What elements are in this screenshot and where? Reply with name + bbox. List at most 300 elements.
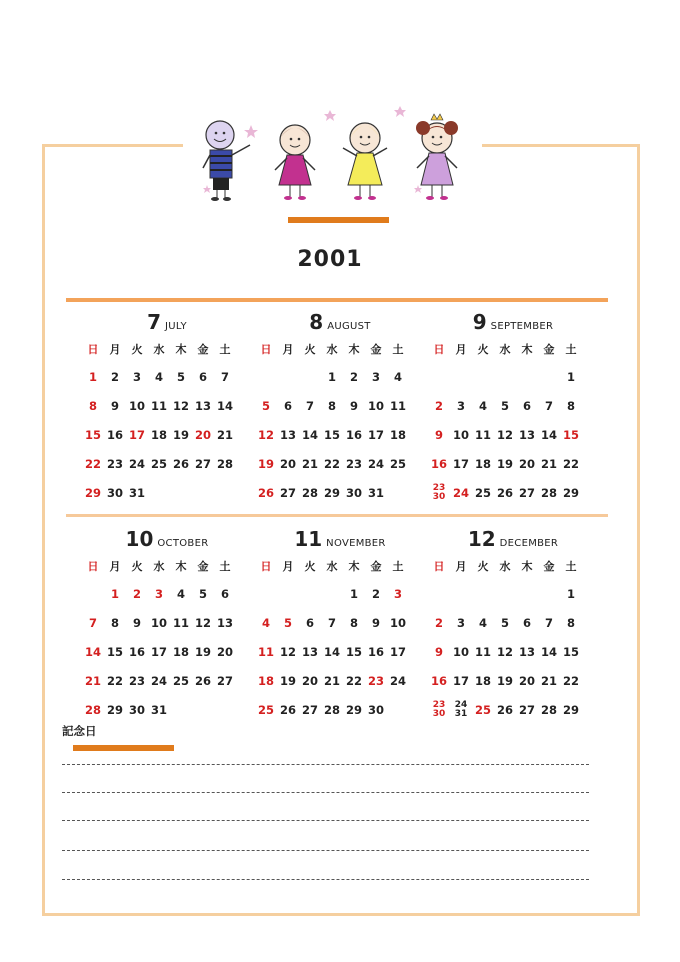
day-cell: 28	[216, 456, 233, 471]
month-7	[82, 310, 252, 507]
weekday-label: 金	[197, 560, 209, 573]
day-cell: 29	[345, 702, 362, 717]
month-header	[255, 310, 425, 336]
day-grid	[428, 553, 598, 724]
empty-cell	[472, 362, 494, 391]
day-cell: 27	[216, 673, 233, 688]
empty-cell	[321, 579, 343, 608]
day-cell: 29	[562, 702, 579, 717]
weekday-label: 火	[304, 343, 316, 356]
day-cell: 17	[128, 427, 145, 442]
weekday-label: 金	[543, 343, 555, 356]
day-cell: 26	[257, 485, 274, 500]
day-cell: 11	[150, 398, 167, 413]
day-cell: 13	[301, 644, 318, 659]
day-cell: 11	[257, 644, 274, 659]
day-cell: 5	[500, 615, 509, 630]
day-cell: 5	[283, 615, 292, 630]
day-cell: 15	[106, 644, 123, 659]
day-cell: 2	[434, 398, 443, 413]
frame-top-left	[42, 144, 183, 147]
day-cell: 10	[367, 398, 384, 413]
girl-pink-figure	[275, 125, 315, 200]
day-grid	[82, 553, 252, 724]
day-cell: 22	[106, 673, 123, 688]
empty-cell	[277, 579, 299, 608]
day-cell: 28	[323, 702, 340, 717]
day-cell: 23	[367, 673, 384, 688]
day-cell: 14	[301, 427, 318, 442]
day-cell: 1	[349, 586, 358, 601]
memo-accent-bar	[73, 745, 174, 751]
day-cell: 31	[150, 702, 167, 717]
day-cell: 7	[305, 398, 314, 413]
weekday-label: 月	[455, 560, 467, 573]
memo-line[interactable]	[62, 879, 589, 880]
weekday-label: 木	[175, 343, 187, 356]
day-cell: 16	[106, 427, 123, 442]
day-cell: 17	[389, 644, 406, 659]
day-cell: 28	[301, 485, 318, 500]
day-cell: 21	[84, 673, 101, 688]
weekday-label: 日	[433, 343, 445, 356]
day-cell: 7	[220, 369, 229, 384]
day-cell: 13	[194, 398, 211, 413]
day-cell: 31	[367, 485, 384, 500]
day-cell: 18	[172, 644, 189, 659]
day-cell: 24	[452, 485, 469, 500]
day-cell: 9	[110, 398, 119, 413]
day-cell: 4	[154, 369, 163, 384]
day-cell: 23 30	[432, 699, 446, 719]
day-cell: 24 31	[454, 699, 468, 719]
empty-cell	[494, 579, 516, 608]
day-cell: 9	[132, 615, 141, 630]
day-cell: 21	[216, 427, 233, 442]
day-cell: 3	[154, 586, 163, 601]
day-cell: 20	[279, 456, 296, 471]
day-cell: 30	[367, 702, 384, 717]
day-cell: 22	[562, 673, 579, 688]
day-cell: 4	[393, 369, 402, 384]
empty-cell	[387, 695, 409, 724]
weekday-label: 木	[521, 343, 533, 356]
weekday-label: 火	[131, 560, 143, 573]
month-11	[255, 527, 425, 724]
day-cell: 9	[434, 644, 443, 659]
weekday-label: 土	[392, 343, 404, 356]
day-grid	[428, 336, 598, 507]
day-grid	[255, 336, 425, 507]
weekday-label: 月	[282, 343, 294, 356]
day-cell: 29	[323, 485, 340, 500]
month-number: 9	[472, 310, 487, 334]
empty-cell	[450, 362, 472, 391]
day-cell: 3	[456, 615, 465, 630]
day-cell: 30	[128, 702, 145, 717]
month-header	[82, 527, 252, 553]
month-number: 10	[125, 527, 154, 551]
month-header	[82, 310, 252, 336]
month-8	[255, 310, 425, 507]
empty-cell	[387, 478, 409, 507]
empty-cell	[472, 579, 494, 608]
weekday-label: 金	[543, 560, 555, 573]
day-cell: 6	[522, 398, 531, 413]
weekday-label: 土	[565, 343, 577, 356]
girl-yellow-figure	[343, 123, 387, 200]
weekday-label: 火	[477, 343, 489, 356]
day-cell: 1	[88, 369, 97, 384]
weekday-label: 金	[370, 343, 382, 356]
day-cell: 19	[496, 456, 513, 471]
day-cell: 27	[518, 702, 535, 717]
day-cell: 5	[198, 586, 207, 601]
day-cell: 12	[496, 644, 513, 659]
day-cell: 7	[544, 398, 553, 413]
day-cell: 24	[367, 456, 384, 471]
weekday-label: 金	[370, 560, 382, 573]
day-cell: 5	[176, 369, 185, 384]
weekday-label: 水	[326, 560, 338, 573]
weekday-label: 水	[326, 343, 338, 356]
year-title: 2001	[297, 247, 363, 272]
day-cell: 15	[84, 427, 101, 442]
day-cell: 18	[474, 673, 491, 688]
day-cell: 17	[452, 456, 469, 471]
day-cell: 17	[150, 644, 167, 659]
day-cell: 21	[301, 456, 318, 471]
month-name: DECEMBER	[499, 538, 559, 549]
day-cell: 23	[345, 456, 362, 471]
weekday-label: 火	[304, 560, 316, 573]
day-cell: 5	[261, 398, 270, 413]
day-cell: 6	[305, 615, 314, 630]
day-cell: 12	[279, 644, 296, 659]
memo-line[interactable]	[62, 850, 589, 851]
day-cell: 11	[389, 398, 406, 413]
day-cell: 20	[301, 673, 318, 688]
day-cell: 4	[478, 615, 487, 630]
weekday-label: 水	[153, 343, 165, 356]
weekday-label: 月	[282, 560, 294, 573]
memo-label: 記念日	[62, 724, 97, 738]
day-cell: 16	[345, 427, 362, 442]
day-cell: 27	[518, 485, 535, 500]
day-cell: 3	[456, 398, 465, 413]
weekday-label: 金	[197, 343, 209, 356]
empty-cell	[277, 362, 299, 391]
day-cell: 11	[474, 427, 491, 442]
month-number: 7	[147, 310, 162, 334]
empty-cell	[255, 579, 277, 608]
weekday-label: 月	[109, 343, 121, 356]
day-cell: 1	[327, 369, 336, 384]
kids-illustration	[195, 100, 475, 205]
day-cell: 12	[194, 615, 211, 630]
empty-cell	[192, 478, 214, 507]
day-cell: 26	[194, 673, 211, 688]
day-cell: 19	[257, 456, 274, 471]
memo-line[interactable]	[62, 792, 589, 793]
day-cell: 12	[257, 427, 274, 442]
weekday-label: 火	[477, 560, 489, 573]
weekday-label: 月	[455, 343, 467, 356]
weekday-label: 木	[521, 560, 533, 573]
weekday-label: 木	[348, 560, 360, 573]
month-name: AUGUST	[327, 321, 371, 332]
day-cell: 25	[257, 702, 274, 717]
day-cell: 4	[176, 586, 185, 601]
day-cell: 3	[371, 369, 380, 384]
day-cell: 7	[327, 615, 336, 630]
day-cell: 31	[128, 485, 145, 500]
day-cell: 29	[562, 485, 579, 500]
day-cell: 29	[106, 702, 123, 717]
day-cell: 30	[106, 485, 123, 500]
day-cell: 8	[566, 615, 575, 630]
empty-cell	[299, 362, 321, 391]
day-cell: 13	[279, 427, 296, 442]
day-cell: 20	[216, 644, 233, 659]
day-cell: 8	[88, 398, 97, 413]
boy-figure	[203, 121, 250, 201]
middle-rule	[66, 514, 608, 517]
day-cell: 14	[540, 427, 557, 442]
day-cell: 28	[540, 702, 557, 717]
weekday-label: 土	[392, 560, 404, 573]
day-cell: 11	[474, 644, 491, 659]
day-cell: 25	[150, 456, 167, 471]
day-cell: 11	[172, 615, 189, 630]
day-cell: 9	[349, 398, 358, 413]
day-cell: 28	[84, 702, 101, 717]
day-cell: 23	[128, 673, 145, 688]
empty-cell	[428, 362, 450, 391]
day-cell: 20	[518, 673, 535, 688]
day-cell: 14	[216, 398, 233, 413]
month-9	[428, 310, 598, 507]
day-grid	[82, 336, 252, 507]
month-number: 12	[467, 527, 496, 551]
day-cell: 26	[496, 485, 513, 500]
empty-cell	[255, 362, 277, 391]
day-cell: 3	[393, 586, 402, 601]
day-grid	[255, 553, 425, 724]
empty-cell	[214, 478, 236, 507]
empty-cell	[516, 579, 538, 608]
day-cell: 26	[279, 702, 296, 717]
day-cell: 22	[323, 456, 340, 471]
frame-top-right	[482, 144, 640, 147]
day-cell: 5	[500, 398, 509, 413]
day-cell: 7	[544, 615, 553, 630]
day-cell: 7	[88, 615, 97, 630]
month-12	[428, 527, 598, 724]
month-name: NOVEMBER	[326, 538, 386, 549]
empty-cell	[82, 579, 104, 608]
empty-cell	[170, 478, 192, 507]
day-cell: 9	[434, 427, 443, 442]
weekday-label: 日	[260, 343, 272, 356]
month-header	[255, 527, 425, 553]
day-cell: 24	[389, 673, 406, 688]
day-cell: 26	[496, 702, 513, 717]
day-cell: 4	[478, 398, 487, 413]
day-cell: 25	[474, 702, 491, 717]
girl-purple-figure	[416, 114, 458, 200]
day-cell: 13	[216, 615, 233, 630]
day-cell: 24	[150, 673, 167, 688]
day-cell: 21	[323, 673, 340, 688]
day-cell: 24	[128, 456, 145, 471]
day-cell: 2	[434, 615, 443, 630]
day-cell: 27	[194, 456, 211, 471]
weekday-label: 木	[175, 560, 187, 573]
weekday-label: 土	[565, 560, 577, 573]
weekday-label: 日	[87, 343, 99, 356]
day-cell: 18	[389, 427, 406, 442]
day-cell: 14	[84, 644, 101, 659]
day-cell: 19	[279, 673, 296, 688]
day-cell: 16	[367, 644, 384, 659]
day-cell: 20	[194, 427, 211, 442]
day-cell: 23	[106, 456, 123, 471]
weekday-label: 日	[260, 560, 272, 573]
memo-line[interactable]	[62, 820, 589, 821]
day-cell: 2	[349, 369, 358, 384]
day-cell: 19	[194, 644, 211, 659]
day-cell: 18	[257, 673, 274, 688]
day-cell: 22	[345, 673, 362, 688]
day-cell: 13	[518, 644, 535, 659]
day-cell: 10	[452, 427, 469, 442]
frame-bottom	[42, 913, 640, 916]
day-cell: 30	[345, 485, 362, 500]
day-cell: 13	[518, 427, 535, 442]
day-cell: 25	[172, 673, 189, 688]
day-cell: 19	[496, 673, 513, 688]
day-cell: 18	[150, 427, 167, 442]
day-cell: 4	[261, 615, 270, 630]
day-cell: 8	[110, 615, 119, 630]
month-header	[428, 310, 598, 336]
day-cell: 8	[566, 398, 575, 413]
empty-cell	[494, 362, 516, 391]
day-cell: 16	[430, 673, 447, 688]
day-cell: 2	[110, 369, 119, 384]
empty-cell	[192, 695, 214, 724]
day-cell: 6	[198, 369, 207, 384]
weekday-label: 月	[109, 560, 121, 573]
day-cell: 10	[150, 615, 167, 630]
day-cell: 12	[496, 427, 513, 442]
day-cell: 25	[389, 456, 406, 471]
day-cell: 10	[452, 644, 469, 659]
day-cell: 8	[349, 615, 358, 630]
month-header	[428, 527, 598, 553]
day-cell: 10	[389, 615, 406, 630]
day-cell: 8	[327, 398, 336, 413]
month-number: 8	[309, 310, 324, 334]
day-cell: 1	[566, 586, 575, 601]
day-cell: 28	[540, 485, 557, 500]
day-cell: 26	[172, 456, 189, 471]
day-cell: 21	[540, 673, 557, 688]
day-cell: 22	[562, 456, 579, 471]
day-cell: 25	[474, 485, 491, 500]
day-cell: 1	[110, 586, 119, 601]
weekday-label: 水	[153, 560, 165, 573]
month-name: JULY	[165, 321, 187, 332]
day-cell: 15	[345, 644, 362, 659]
day-cell: 17	[452, 673, 469, 688]
weekday-label: 火	[131, 343, 143, 356]
day-cell: 12	[172, 398, 189, 413]
weekday-label: 水	[499, 343, 511, 356]
day-cell: 14	[540, 644, 557, 659]
day-cell: 16	[430, 456, 447, 471]
month-number: 11	[294, 527, 323, 551]
day-cell: 6	[220, 586, 229, 601]
weekday-label: 木	[348, 343, 360, 356]
empty-cell	[450, 579, 472, 608]
day-cell: 27	[301, 702, 318, 717]
day-cell: 2	[132, 586, 141, 601]
day-cell: 22	[84, 456, 101, 471]
weekday-label: 日	[433, 560, 445, 573]
empty-cell	[538, 579, 560, 608]
day-cell: 29	[84, 485, 101, 500]
title-accent-bar	[288, 217, 389, 223]
weekday-label: 土	[219, 560, 231, 573]
day-cell: 18	[474, 456, 491, 471]
day-cell: 6	[283, 398, 292, 413]
top-rule	[66, 298, 608, 302]
day-cell: 15	[562, 644, 579, 659]
weekday-label: 日	[87, 560, 99, 573]
memo-line[interactable]	[62, 764, 589, 765]
empty-cell	[516, 362, 538, 391]
day-cell: 23 30	[432, 482, 446, 502]
day-cell: 19	[172, 427, 189, 442]
empty-cell	[299, 579, 321, 608]
empty-cell	[170, 695, 192, 724]
day-cell: 27	[279, 485, 296, 500]
empty-cell	[538, 362, 560, 391]
day-cell: 17	[367, 427, 384, 442]
weekday-label: 土	[219, 343, 231, 356]
empty-cell	[214, 695, 236, 724]
month-10	[82, 527, 252, 724]
month-name: SEPTEMBER	[490, 321, 554, 332]
day-cell: 2	[371, 586, 380, 601]
day-cell: 9	[371, 615, 380, 630]
day-cell: 15	[562, 427, 579, 442]
day-cell: 14	[323, 644, 340, 659]
day-cell: 20	[518, 456, 535, 471]
day-cell: 1	[566, 369, 575, 384]
weekday-label: 水	[499, 560, 511, 573]
day-cell: 6	[522, 615, 531, 630]
day-cell: 3	[132, 369, 141, 384]
day-cell: 21	[540, 456, 557, 471]
day-cell: 10	[128, 398, 145, 413]
day-cell: 16	[128, 644, 145, 659]
day-cell: 15	[323, 427, 340, 442]
empty-cell	[148, 478, 170, 507]
month-name: OCTOBER	[157, 538, 209, 549]
